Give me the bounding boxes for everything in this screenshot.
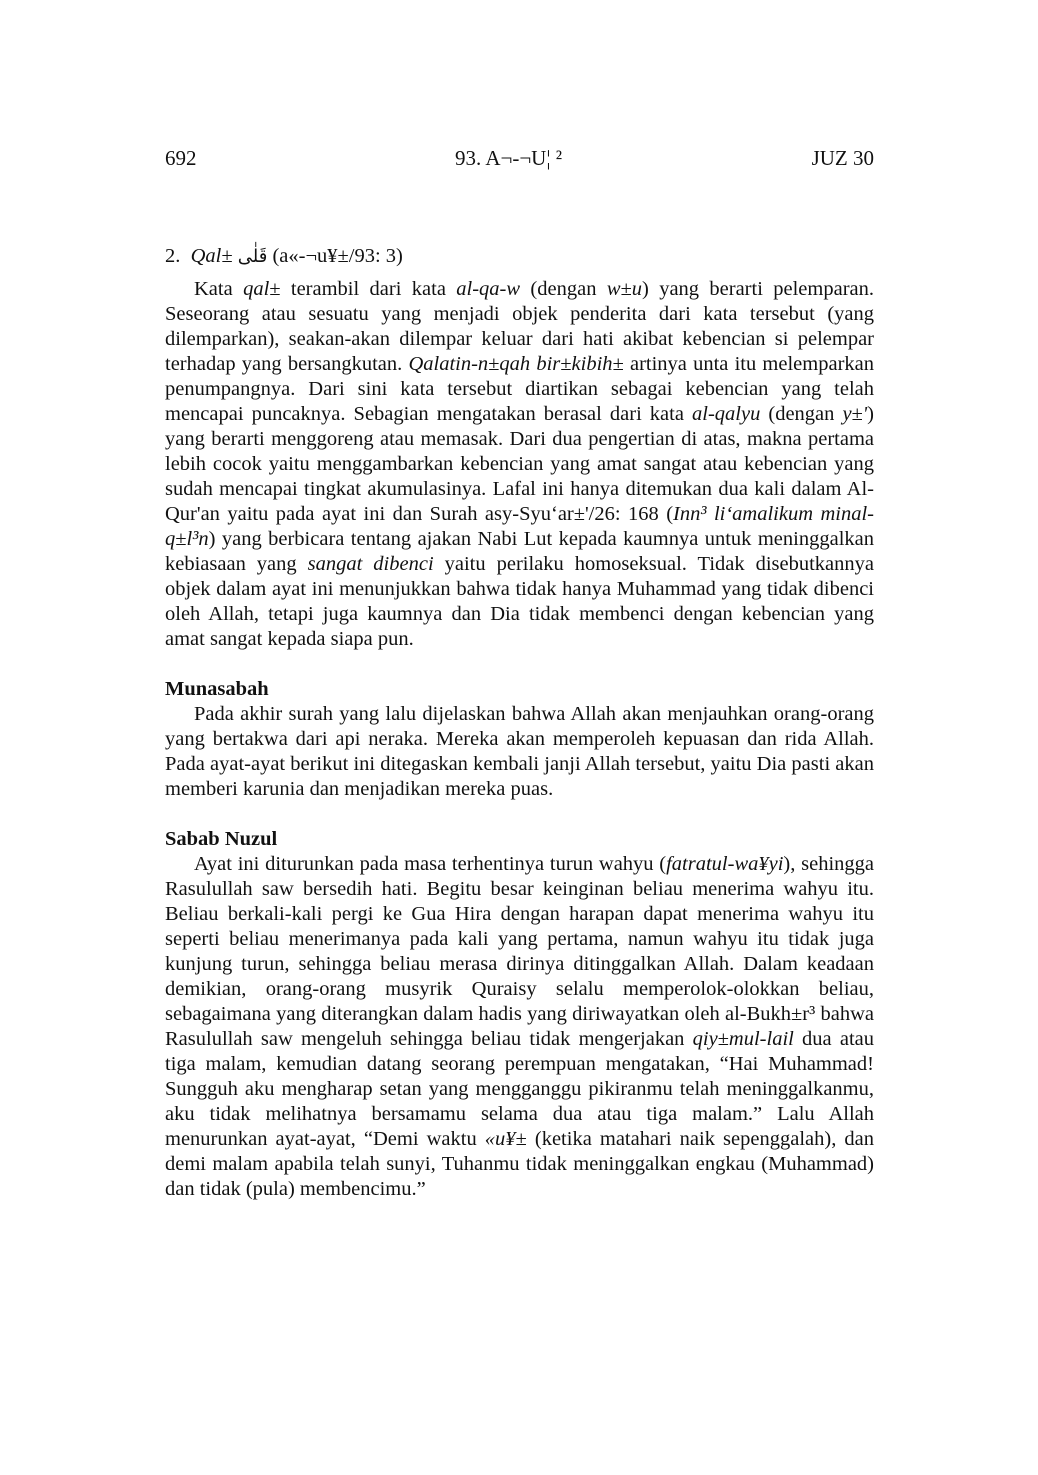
text-run: Kata — [194, 278, 244, 300]
italic-term: «u¥± — [484, 1128, 527, 1150]
sabab-nuzul-paragraph — [165, 852, 874, 1202]
item-reference: (a«-¬u¥±/93: 3) — [272, 245, 403, 267]
italic-term: w±u — [606, 278, 642, 300]
italic-term: qal± — [243, 278, 281, 300]
italic-term: al-qa-w — [456, 278, 521, 300]
arabic-word: قَلٰى — [237, 246, 268, 267]
italic-term: sangat dibenci — [307, 553, 434, 575]
text-run: (dengan — [760, 403, 843, 425]
text-run: ) yang berarti pelemparan. Seseorang atau sesuatu yang menjadi objek penderita dari kata tersebut (yang dilemparkan), seakan-akan dilempar keluar dari hati akibat kebencian si pelempar terhadap yang bersangkutan. — [165, 278, 874, 375]
munasabah-heading: Munasabah — [165, 678, 269, 700]
item-term: Qal± — [190, 245, 233, 267]
text-run: (ketika matahari naik sepenggalah), dan demi malam apabila telah sunyi, Tuhanmu tidak meninggalkan engkau (Muhammad) dan tidak (pula) membencimu.” — [165, 1128, 874, 1200]
juz-label: JUZ 30 — [811, 146, 874, 170]
explanation-paragraph — [165, 277, 874, 652]
italic-term: fatratul-wa¥yi — [666, 853, 784, 875]
text-run: terambil dari kata — [280, 278, 457, 300]
italic-term: qiy±mul-lail — [692, 1028, 794, 1050]
text-run: artinya unta itu melemparkan penumpangnya. Dari sini kata tersebut diartikan sebagai kebencian yang telah mencapai puncaknya. Sebagian mengatakan berasal dari kata — [165, 353, 874, 425]
italic-term: al-qalyu — [692, 403, 761, 425]
vocab-item-heading — [165, 244, 874, 269]
text-run: dua atau tiga malam, kemudian datang seorang perempuan mengatakan, “Hai Muhammad! Sungguh aku mengharap setan yang mengganggu pikiranmu telah meninggalkanmu, aku tidak melihatnya bersamamu selama dua atau tiga malam.” Lalu Allah menurunkan ayat-ayat, “Demi waktu — [165, 1028, 875, 1150]
text-run: Ayat ini diturunkan pada masa terhentinya turun wahyu ( — [194, 853, 667, 875]
running-header — [165, 146, 874, 174]
text-run: yaitu perilaku homoseksual. Tidak disebutkannya objek dalam ayat ini menunjukkan bahwa tidak hanya Muhammad yang tidak dibenci oleh Allah, tetapi juga kaumnya dan Dia tidak membenci dengan kebencian yang amat sangat kepada siapa pun. — [165, 553, 875, 650]
munasabah-paragraph: Pada akhir surah yang lalu dijelaskan bahwa Allah akan menjauhkan orang-orang yang bertakwa dari api neraka. Mereka akan memperoleh kepuasan dan rida Allah. Pada ayat-ayat berikut ini ditegaskan kembali janji Allah tersebut, yaitu Dia pasti akan memberi karunia dan menjadikan mereka puas. — [165, 703, 874, 800]
italic-term: Inn³ li‘amalikum minal-q±l³n — [165, 503, 874, 550]
sabab-nuzul-heading: Sabab Nuzul — [165, 828, 278, 850]
surah-title: 93. A¬-¬U¦ ² — [455, 146, 563, 170]
italic-term: y±' — [842, 403, 868, 425]
main-content — [165, 244, 874, 1202]
text-run: ), sehingga Rasulullah saw bersedih hati. Begitu besar keinginan beliau menerima wahyu itu. Beliau berkali-kali pergi ke Gua Hira dengan harapan dapat menerima wahyu itu seperti beliau menerimanya pada kali yang pertama, namun wahyu itu tidak juga kunjung turun, sehingga beliau merasa dirinya ditinggalkan Allah. Dalam keadaan demikian, orang-orang musyrik Quraisy selalu memperolok-olokkan beliau, sebagaimana yang diterangkan dalam hadis yang diriwayatkan oleh al-Bukh±r³ bahwa Rasulullah saw mengeluh sehingga beliau tidak mengerjakan — [165, 853, 874, 1050]
italic-term: Qalatin-n±qah bir±kibih± — [408, 353, 624, 375]
text-run: (dengan — [520, 278, 607, 300]
item-number: 2. — [165, 245, 181, 267]
page-number: 692 — [165, 146, 197, 170]
text-run: ) yang berbicara tentang ajakan Nabi Lut kepada kaumnya untuk meninggalkan kebiasaan yang — [165, 528, 874, 575]
text-run: ) yang berarti menggoreng atau memasak. Dari dua pengertian di atas, makna pertama lebih cocok yaitu menggambarkan kebencian yang amat sangat atau kebencian yang sudah mencapai tingkat akumulasinya. Lafal ini hanya ditemukan dua kali dalam Al-Qur'an yaitu pada ayat ini dan Surah asy-Syu‘ar±'/26: 168 ( — [165, 403, 874, 525]
